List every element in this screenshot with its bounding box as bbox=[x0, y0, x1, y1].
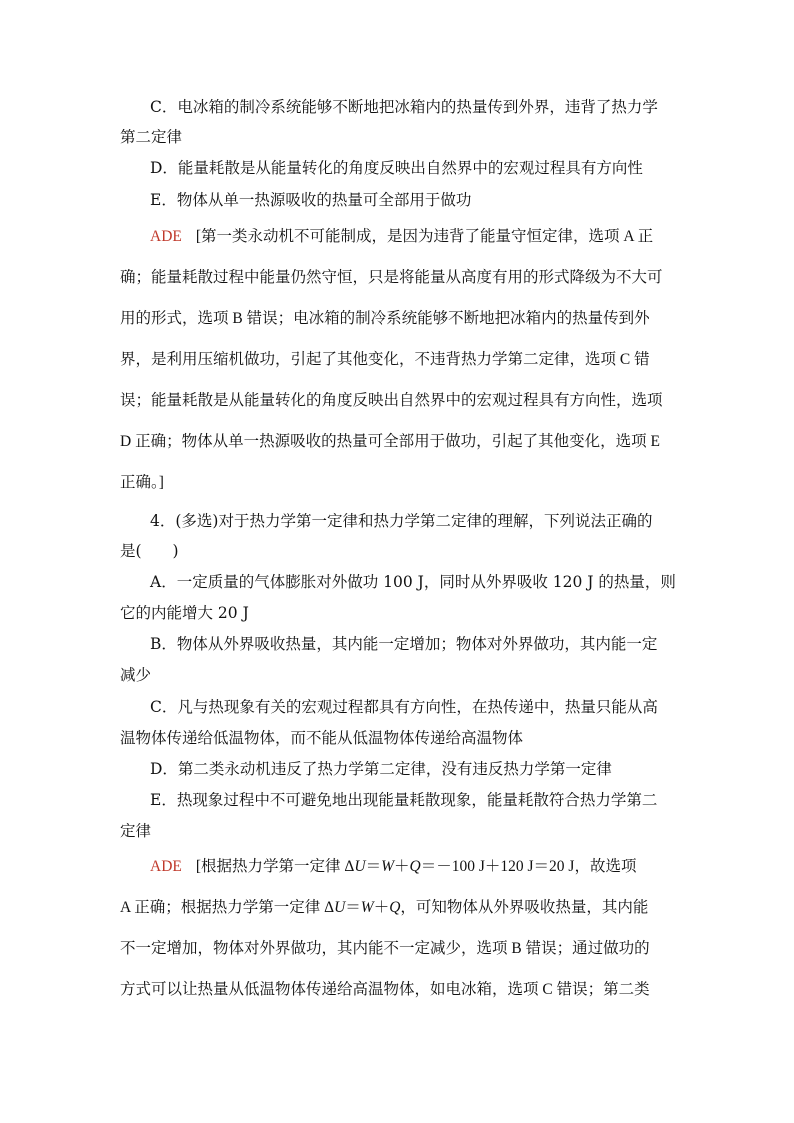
q4-option-c-line1: C．凡与热现象有关的宏观过程都具有方向性，在热传递中，热量只能从高 bbox=[150, 698, 658, 716]
q3-explanation-line3: 用的形式，选项 B 错误；电冰箱的制冷系统能够不断地把冰箱内的热量传到外 bbox=[120, 310, 650, 327]
q3-option-d: D．能量耗散是从能量转化的角度反映出自然界中的宏观过程具有方向性 bbox=[150, 159, 643, 177]
var-w: W bbox=[360, 899, 374, 916]
q4-expl-l1-pre: [根据热力学第一定律 Δ bbox=[195, 858, 355, 875]
q4-option-a-line2: 它的内能增大 20 J bbox=[120, 604, 249, 622]
q3-answer-key: ADE bbox=[150, 228, 182, 245]
q3-option-e: E．物体从单一热源吸收的热量可全部用于做功 bbox=[150, 191, 472, 209]
q3-option-c-line1: C．电冰箱的制冷系统能够不断地把冰箱内的热量传到外界，违背了热力学 bbox=[150, 98, 658, 116]
plus-sign: ＋ bbox=[394, 858, 410, 875]
q4-explanation-line3: 不一定增加，物体对外界做功，其内能不一定减少，选项 B 错误；通过做功的 bbox=[120, 940, 650, 957]
var-u: U bbox=[354, 858, 366, 875]
q4-answer-key: ADE bbox=[150, 858, 182, 875]
var-q: Q bbox=[389, 899, 401, 916]
var-q: Q bbox=[409, 858, 421, 875]
q3-explanation-line6: D 正确；物体从单一热源吸收的热量可全部用于做功，引起了其他变化，选项 E bbox=[120, 433, 660, 450]
q4-expl-l1-post: ＝－100 J＋120 J＝20 J，故选项 bbox=[420, 858, 637, 875]
q4-option-e-line2: 定律 bbox=[120, 822, 152, 840]
q4-explanation-line2 bbox=[120, 898, 648, 918]
var-w: W bbox=[381, 858, 395, 875]
q3-answer-line bbox=[150, 227, 653, 247]
q4-expl-l2-pre: A 正确；根据热力学第一定律 Δ bbox=[120, 899, 335, 916]
q4-option-c-line2: 温物体传递给低温物体，而不能从低温物体传递给高温物体 bbox=[120, 729, 524, 747]
q4-option-a-line1: A．一定质量的气体膨胀对外做功 100 J，同时从外界吸收 120 J 的热量，则 bbox=[150, 573, 676, 591]
q3-explanation-line1: [第一类永动机不可能制成，是因为违背了能量守恒定律，选项 A 正 bbox=[195, 228, 654, 245]
q4-option-e-line1: E．热现象过程中不可避免地出现能量耗散现象，能量耗散符合热力学第二 bbox=[150, 791, 658, 809]
q4-stem-line1: 4．(多选)对于热力学第一定律和热力学第二定律的理解，下列说法正确的 bbox=[150, 512, 653, 530]
eq-sign: ＝ bbox=[365, 858, 382, 875]
q4-option-d: D．第二类永动机违反了热力学第二定律，没有违反热力学第一定律 bbox=[150, 760, 612, 778]
q4-stem-line2: 是( ) bbox=[120, 542, 179, 560]
var-u: U bbox=[334, 899, 346, 916]
q4-explanation-line1 bbox=[150, 857, 636, 877]
plus-sign: ＋ bbox=[373, 899, 390, 916]
q3-explanation-line7: 正确。] bbox=[120, 474, 164, 491]
eq-sign: ＝ bbox=[345, 899, 361, 916]
q3-explanation-line5: 误；能量耗散是从能量转化的角度反映出自然界中的宏观过程具有方向性，选项 bbox=[120, 392, 663, 409]
q4-option-b-line1: B．物体从外界吸收热量，其内能一定增加；物体对外界做功，其内能一定 bbox=[150, 635, 658, 653]
q3-explanation-line2: 确；能量耗散过程中能量仍然守恒，只是将能量从高度有用的形式降级为不大可 bbox=[120, 269, 663, 286]
q4-explanation-line4: 方式可以让热量从低温物体传递给高温物体，如电冰箱，选项 C 错误；第二类 bbox=[120, 981, 650, 998]
q4-expl-l2-post: ，可知物体从外界吸收热量，其内能 bbox=[400, 899, 649, 916]
q3-explanation-line4: 界，是利用压缩机做功，引起了其他变化，不违背热力学第二定律，选项 C 错 bbox=[120, 351, 650, 368]
q4-option-b-line2: 减少 bbox=[120, 666, 152, 684]
q3-option-c-line2: 第二定律 bbox=[120, 128, 183, 146]
